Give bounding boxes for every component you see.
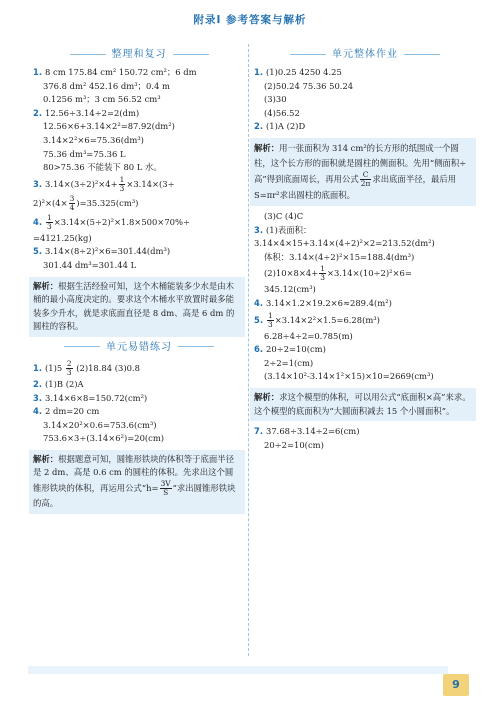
fraction [267,312,274,329]
answer-line [33,392,245,406]
question-number: 1. [33,67,43,77]
numerator: 2 [66,358,72,368]
answer-text: 37.68÷3.14÷2=6(cm) [266,426,360,437]
denominator: S [163,488,169,498]
numerator: 1 [268,310,273,320]
answer-line [254,311,476,330]
question-number: 1. [33,362,43,373]
answer-line [33,245,245,259]
explanation-label: 解析： [254,391,280,402]
answer-line: 80>75.36 不能装下 80 L 水。 [43,162,162,173]
explanation-text [33,280,241,334]
answer-text: 8 cm 175.84 cm² 150.72 cm²；6 dm [45,67,197,77]
answer-line: 12.56×6+3.14×2²=87.92(dm²) [43,121,175,132]
explanation-label: 解析： [33,453,59,464]
question-number: 5. [254,314,264,325]
header-title: 附录Ⅰ 参考答案与解析 [193,14,307,26]
answer-text: (1)A (2)D [266,121,306,132]
answer-text: 3.14×6×8=150.72(cm²) [45,392,148,403]
explanation-text [254,141,472,203]
answer-line: 2÷2=1(cm) [264,357,314,368]
answer-line: (4)56.52 [264,107,300,118]
answer-line [33,213,245,232]
answer-line: 体积：3.14×(4÷2)²×15=188.4(dm³) [264,251,415,262]
answer-line: 3.14×2²×6=75.36(dm³) [43,134,144,145]
answer-line: 345.12(cm³) [264,284,316,295]
numerator: 1 [320,264,325,274]
answer-line: (3)30 [264,94,287,105]
section-title-review: 整理和复习 [33,48,245,62]
answer-text: 3.14×(8÷2)²×6=301.44(dm³) [45,246,171,257]
numerator: 1 [47,212,52,222]
answer-text: 12.56÷3.14÷2=2(dm) [45,107,140,118]
question-number: 5. [33,246,43,257]
answer-line [254,224,476,251]
answer-line [33,66,245,80]
explanation-text [33,453,241,511]
answer-text: (2)18.84 (3)0.8 [73,362,140,373]
answer-line: (3.14×10²-3.14×1²×15)×10=2669(cm³) [264,371,434,382]
answer-text: (1)B (2)A [45,378,84,389]
answer-line: (3)C (4)C [264,210,304,221]
right-column [254,44,476,452]
page-number: 9 [443,674,469,696]
section-title-mistakes: 单元易错练习 [33,341,245,355]
answer-text: ×3.14×(10÷2)²×6= [326,268,412,279]
fraction [66,360,73,377]
question-number: 4. [33,216,43,227]
numerator: C [360,171,372,180]
answer-text: ×3.14×(3÷ [126,178,175,189]
answer-line [33,359,245,378]
explanation-body: ”求出圆锥形铁块的高。 [33,483,236,509]
answer-text: ×3.14×(5÷2)²×1.8×500×70%÷ [53,216,190,227]
question-number: 3. [33,178,43,189]
answer-line: 376.8 dm² 452.16 dm³；0.4 m [43,80,170,91]
answer-text: )=35.325(cm³) [76,197,139,208]
question-number: 4. [254,297,264,308]
fraction [160,480,172,497]
fraction [119,176,126,193]
numerator: 3 [69,193,75,203]
question-number: 1. [254,67,264,77]
explanation-body: 根据生活经验可知，这个木桶能装多少水是由木桶的最小高度决定的。要求这个木桶水平放置时最多能装多少升水，就是求底面直径是 8 dm、高是 6 dm 的圆柱的容积。 [33,280,235,332]
numerator: 1 [119,174,125,184]
section-title-unit-work: 单元整体作业 [254,48,476,62]
answer-line: (2)50.24 75.36 50.24 [264,80,354,91]
explanation-body: 求这个模型的体积，可以用公式“底面积×高”来求。这个模型的底面积为“大圆面积减去 15 个小圆面积”。 [254,391,471,416]
answer-line: 301.44 dm³=301.44 L [43,259,137,270]
footer-band [28,666,448,674]
answer-line [254,264,476,283]
explanation-box [29,277,245,337]
explanation-body: 求出底面半径，最后用 S=πr²求出圆柱的底面积。 [254,173,457,200]
answer-line [33,175,245,194]
denominator: 3 [268,319,273,329]
question-number: 7. [254,426,264,437]
denominator: 3 [320,273,325,283]
denominator: 3 [47,221,52,231]
question-number: 3. [254,224,264,235]
question-number: 2. [254,121,264,132]
answer-line [33,194,245,213]
answer-line: 75.36 dm³=75.36 L [43,148,126,159]
denominator: 2π [360,178,371,188]
page-header [0,0,500,40]
answer-text: (1)表面积：3.14×4×15+3.14×(4÷2)²×2=213.52(dm²) [254,224,435,249]
answer-line: 6.28÷4÷2=0.785(m) [264,330,353,341]
explanation-box [250,388,476,421]
question-number: 3. [33,392,43,403]
denominator: 4 [69,202,75,212]
question-number: 2. [33,107,43,118]
answer-line [254,297,476,311]
answer-line: =4121.25(kg) [33,232,92,243]
answer-text: (1)5 [45,362,65,373]
answer-text: (2)10×8×4+ [264,268,319,279]
answer-text: 3.14×(3÷2)²×4+ [45,178,118,189]
answer-line: 0.1256 m³；3 cm 56.52 cm³ [43,94,161,105]
explanation-box [29,450,245,514]
question-number: 6. [254,344,264,355]
answer-text: 2)²×(4× [33,197,68,208]
denominator: 3 [66,367,72,377]
answer-line [33,107,245,121]
question-number: 4. [33,406,43,417]
denominator: 3 [119,183,125,193]
explanation-box [250,138,476,206]
answer-text: 2 dm=20 cm [45,406,100,417]
fraction [360,171,372,188]
answer-text: 20÷2=10(cm) [266,344,326,355]
answer-line: 753.6×3÷(3.14×6²)=20(cm) [43,433,165,444]
numerator: 3V [160,479,171,489]
explanation-label: 解析： [254,142,280,153]
answer-line [254,343,476,357]
explanation-text [254,391,472,418]
fraction [319,265,326,282]
answer-line [33,378,245,392]
answer-line: 3.14×20²×0.6=753.6(cm³) [43,419,157,430]
answer-line [254,425,476,439]
fraction [69,195,76,212]
explanation-body: 根据题意可知，圆锥形铁块的体积等于底面半径是 2 dm、高是 0.6 cm 的圆柱的体积。先求出这个圆锥形铁块的体积，再运用公式“h= [33,453,234,494]
answer-text: ×3.14×2²×1.5=6.28(m³) [274,314,380,325]
answer-text: 3.14×1.2×19.2×6≈289.4(m²) [266,297,392,308]
left-column [33,44,245,518]
answer-line [254,120,476,134]
column-divider [248,44,249,656]
answer-line [33,405,245,419]
explanation-label: 解析： [33,280,59,291]
answer-line: 20÷2=10(cm) [264,439,324,450]
question-number: 2. [33,378,43,389]
explanation-body: 用一张面积为 314 cm²的长方形的纸围成一个圆柱，这个长方形的面积就是圆柱的侧面积。先用“侧面积÷高”得到底面周长，再用公式 [254,142,467,184]
fraction [46,214,53,231]
answer-text: (1)0.25 4250 4.25 [266,67,342,77]
answer-line [254,66,476,80]
